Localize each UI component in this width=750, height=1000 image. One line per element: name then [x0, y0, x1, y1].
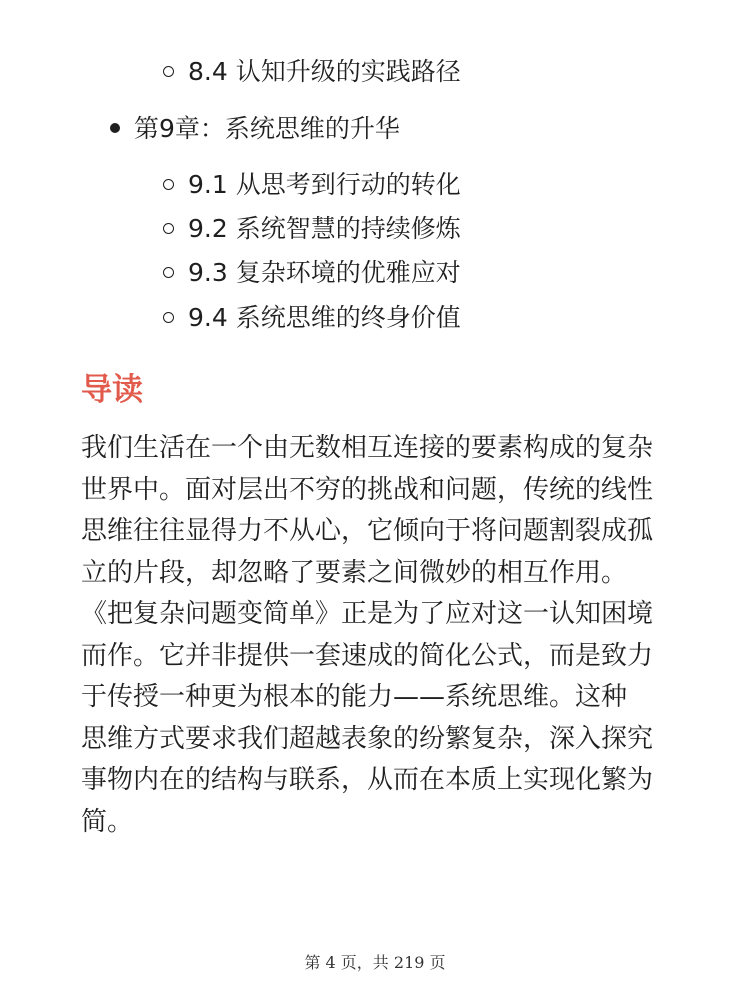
toc-item-label: 9.4 系统思维的终身价值	[188, 303, 461, 332]
paragraph-line: 立的片段，却忽略了要素之间微妙的相互作用。	[81, 557, 628, 588]
toc-item-label: 9.2 系统智慧的持续修炼	[188, 214, 461, 243]
hollow-bullet-icon	[163, 267, 174, 278]
section-heading: 导读	[81, 372, 143, 408]
paragraph-line: 而作。它并非提供一套速成的简化公式，而是致力	[81, 640, 654, 671]
toc-item-9-3[interactable]	[163, 250, 461, 296]
toc-item-9-2[interactable]	[163, 206, 461, 252]
hollow-bullet-icon	[163, 179, 174, 190]
page-number-footer: 第 4 页，共 219 页	[304, 953, 446, 972]
toc-item-label: 9.3 复杂环境的优雅应对	[188, 258, 461, 287]
paragraph-line: 于传授一种更为根本的能力——系统思维。这种	[81, 682, 628, 712]
paragraph-line: 我们生活在一个由无数相互连接的要素构成的复杂	[81, 433, 654, 463]
toc-item-label: 9.1 从思考到行动的转化	[188, 170, 461, 199]
toc-item-9-4[interactable]	[163, 295, 461, 341]
toc-chapter-9[interactable]	[110, 106, 400, 152]
toc-chapter-label: 第9章：系统思维的升华	[134, 114, 400, 143]
toc-item-8-4[interactable]	[163, 49, 461, 95]
hollow-bullet-icon	[163, 312, 174, 323]
paragraph-line: 《把复杂问题变简单》正是为了应对这一认知困境	[81, 599, 654, 629]
toc-item-label: 8.4 认知升级的实践路径	[188, 57, 461, 86]
paragraph-line: 思维方式要求我们超越表象的纷繁复杂，深入探究	[81, 723, 654, 754]
paragraph-line: 世界中。面对层出不穷的挑战和问题，传统的线性	[81, 474, 654, 505]
paragraph-line: 简。	[81, 806, 134, 837]
paragraph-line: 思维往往显得力不从心，它倾向于将问题割裂成孤	[81, 516, 654, 546]
hollow-bullet-icon	[163, 66, 174, 77]
hollow-bullet-icon	[163, 223, 174, 234]
intro-paragraph	[81, 428, 681, 843]
paragraph-line: 事物内在的结构与联系，从而在本质上实现化繁为	[81, 765, 654, 795]
toc-item-9-1[interactable]	[163, 162, 461, 208]
filled-bullet-icon	[110, 123, 120, 133]
